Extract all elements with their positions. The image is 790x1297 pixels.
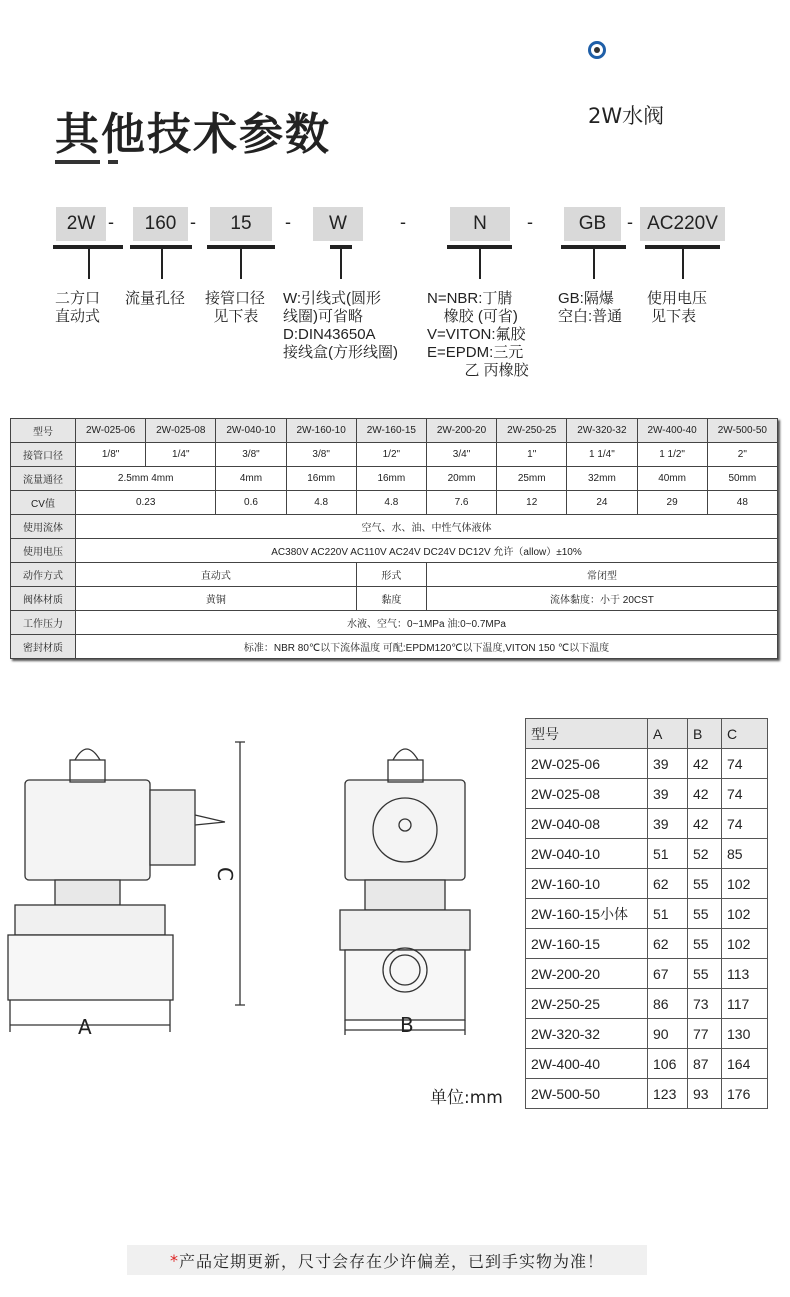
side-view bbox=[8, 742, 245, 1032]
cell: 2W-400-40 bbox=[637, 419, 707, 443]
table-row bbox=[11, 635, 778, 659]
table-row bbox=[11, 491, 778, 515]
table-row bbox=[526, 989, 768, 1019]
cell: 42 bbox=[688, 809, 722, 839]
stem bbox=[479, 249, 481, 279]
cell: 2W-025-08 bbox=[146, 419, 216, 443]
cell: 102 bbox=[722, 929, 768, 959]
table-row bbox=[11, 419, 778, 443]
radio-dot-icon bbox=[588, 41, 606, 59]
cell: 2W-250-25 bbox=[497, 419, 567, 443]
cell: 51 bbox=[648, 899, 688, 929]
cell: 24 bbox=[567, 491, 637, 515]
table-row bbox=[526, 959, 768, 989]
dimension-a-label: A bbox=[78, 1015, 92, 1039]
row-label: 工作压力 bbox=[11, 611, 76, 635]
cell: 7.6 bbox=[426, 491, 496, 515]
cell: 39 bbox=[648, 749, 688, 779]
cell: 74 bbox=[722, 749, 768, 779]
table-row bbox=[526, 1079, 768, 1109]
cell: 85 bbox=[722, 839, 768, 869]
cell: 42 bbox=[688, 779, 722, 809]
table-row bbox=[526, 1049, 768, 1079]
footer-note bbox=[127, 1245, 647, 1275]
code-dash: - bbox=[400, 212, 406, 232]
table-row bbox=[526, 869, 768, 899]
cell: 1 1/4" bbox=[567, 443, 637, 467]
cell: 2" bbox=[707, 443, 777, 467]
note-text: 产品定期更新，尺寸会存在少许偏差，已到手实物为准！ bbox=[178, 1251, 604, 1271]
stem bbox=[340, 249, 342, 279]
table-row bbox=[11, 467, 778, 491]
cell: 130 bbox=[722, 1019, 768, 1049]
table-row bbox=[526, 749, 768, 779]
cell: 102 bbox=[722, 869, 768, 899]
cell: 2W-500-50 bbox=[707, 419, 777, 443]
cell: 2W-040-10 bbox=[526, 839, 648, 869]
cell: 2W-200-20 bbox=[526, 959, 648, 989]
cell: 2W-500-50 bbox=[526, 1079, 648, 1109]
table-row bbox=[526, 929, 768, 959]
cell: 39 bbox=[648, 779, 688, 809]
unit-label: 单位:mm bbox=[430, 1088, 503, 1108]
cell: 2W-320-32 bbox=[526, 1019, 648, 1049]
code-desc: W:引线式(圆形 线圈)可省略 D:DIN43650A 接线盒(方形线圈) bbox=[283, 290, 398, 361]
dimension-c-label: C bbox=[212, 867, 237, 881]
row-label: 动作方式 bbox=[11, 563, 76, 587]
product-subtitle: 2W水阀 bbox=[588, 104, 665, 128]
header-cell: C bbox=[722, 719, 768, 749]
table-row bbox=[11, 515, 778, 539]
code-desc: GB:隔爆 空白:普通 bbox=[558, 290, 623, 325]
row-label: 密封材质 bbox=[11, 635, 76, 659]
title-underline-dot bbox=[108, 160, 118, 164]
table-header bbox=[526, 719, 768, 749]
table-row bbox=[11, 443, 778, 467]
code-dash: - bbox=[527, 212, 533, 232]
cell: 2W-320-32 bbox=[567, 419, 637, 443]
code-segment: 15 bbox=[210, 207, 272, 241]
cell: 40mm bbox=[637, 467, 707, 491]
cell: 直动式 bbox=[76, 563, 357, 587]
cell: 2W-160-15小体 bbox=[526, 899, 648, 929]
cell: 12 bbox=[497, 491, 567, 515]
cell: 77 bbox=[688, 1019, 722, 1049]
cell: 2W-160-15 bbox=[526, 929, 648, 959]
cell: 55 bbox=[688, 899, 722, 929]
cell: 3/4" bbox=[426, 443, 496, 467]
cell: 117 bbox=[722, 989, 768, 1019]
cell: 水液、空气：0~1MPa 油:0~0.7MPa bbox=[76, 611, 778, 635]
valve-drawing bbox=[0, 730, 500, 1050]
cell: 1 1/2" bbox=[637, 443, 707, 467]
cell: 2W-250-25 bbox=[526, 989, 648, 1019]
table-row bbox=[11, 563, 778, 587]
cell: 形式 bbox=[356, 563, 426, 587]
row-label: 使用电压 bbox=[11, 539, 76, 563]
table-row bbox=[526, 899, 768, 929]
cell: 67 bbox=[648, 959, 688, 989]
stem bbox=[682, 249, 684, 279]
cell: 4.8 bbox=[356, 491, 426, 515]
code-dash: - bbox=[190, 212, 196, 232]
cell: 4mm bbox=[216, 467, 286, 491]
cell: 74 bbox=[722, 779, 768, 809]
cell: 2W-160-10 bbox=[526, 869, 648, 899]
table-row bbox=[526, 779, 768, 809]
cell: 2W-200-20 bbox=[426, 419, 496, 443]
cell: 流体黏度：小于 20CST bbox=[426, 587, 777, 611]
table-row bbox=[11, 539, 778, 563]
cell: 2W-040-10 bbox=[216, 419, 286, 443]
cell: 16mm bbox=[356, 467, 426, 491]
code-desc: 流量孔径 bbox=[125, 290, 186, 307]
cell: 2W-025-06 bbox=[76, 419, 146, 443]
stem bbox=[593, 249, 595, 279]
cell: 51 bbox=[648, 839, 688, 869]
header-cell: 型号 bbox=[526, 719, 648, 749]
cell: 32mm bbox=[567, 467, 637, 491]
cell: 1" bbox=[497, 443, 567, 467]
cell: 176 bbox=[722, 1079, 768, 1109]
cell: 87 bbox=[688, 1049, 722, 1079]
cell: 1/2" bbox=[356, 443, 426, 467]
cell: 74 bbox=[722, 809, 768, 839]
table-row bbox=[526, 839, 768, 869]
cell: 2.5mm 4mm bbox=[76, 467, 216, 491]
cell: 2W-160-15 bbox=[356, 419, 426, 443]
title-underline bbox=[55, 160, 100, 164]
code-desc: 二方口 直动式 bbox=[55, 290, 101, 325]
front-view bbox=[340, 749, 470, 1035]
page-title: 其他技术参数 bbox=[55, 109, 331, 160]
cell: 20mm bbox=[426, 467, 496, 491]
cell: AC380V AC220V AC110V AC24V DC24V DC12V 允许（allow）±10% bbox=[76, 539, 778, 563]
cell: 2W-160-10 bbox=[286, 419, 356, 443]
cell: 73 bbox=[688, 989, 722, 1019]
dimension-b-label: B bbox=[400, 1013, 414, 1037]
header-cell: B bbox=[688, 719, 722, 749]
cell: 16mm bbox=[286, 467, 356, 491]
table-row bbox=[526, 809, 768, 839]
cell: 48 bbox=[707, 491, 777, 515]
table-row bbox=[11, 587, 778, 611]
cell: 86 bbox=[648, 989, 688, 1019]
cell: 55 bbox=[688, 959, 722, 989]
cell: 62 bbox=[648, 929, 688, 959]
cell: 黄铜 bbox=[76, 587, 357, 611]
cell: 113 bbox=[722, 959, 768, 989]
cell: 2W-025-08 bbox=[526, 779, 648, 809]
code-dash: - bbox=[627, 212, 633, 232]
cell: 0.23 bbox=[76, 491, 216, 515]
dimension-table bbox=[525, 718, 768, 1109]
row-label: 型号 bbox=[11, 419, 76, 443]
cell: 102 bbox=[722, 899, 768, 929]
stem bbox=[161, 249, 163, 279]
cell: 29 bbox=[637, 491, 707, 515]
code-desc: N=NBR:丁腈 橡胶 (可省) V=VITON:氟胶 E=EPDM:三元 乙 丙橡胶 bbox=[427, 290, 529, 379]
code-segment: GB bbox=[564, 207, 621, 241]
cell: 黏度 bbox=[356, 587, 426, 611]
cell: 0.6 bbox=[216, 491, 286, 515]
cell: 106 bbox=[648, 1049, 688, 1079]
cell: 50mm bbox=[707, 467, 777, 491]
code-desc: 接管口径 见下表 bbox=[205, 290, 266, 325]
cell: 3/8" bbox=[286, 443, 356, 467]
cell: 55 bbox=[688, 929, 722, 959]
code-segment: 160 bbox=[133, 207, 188, 241]
code-segment: N bbox=[450, 207, 510, 241]
cell: 标准：NBR 80℃以下流体温度 可配:EPDM120℃以下温度,VITON 150 ℃以下温度 bbox=[76, 635, 778, 659]
cell: 62 bbox=[648, 869, 688, 899]
code-segment: AC220V bbox=[640, 207, 725, 241]
cell: 常闭型 bbox=[426, 563, 777, 587]
code-dash: - bbox=[108, 212, 114, 232]
cell: 2W-040-08 bbox=[526, 809, 648, 839]
table-row bbox=[11, 611, 778, 635]
stem bbox=[88, 249, 90, 279]
cell: 42 bbox=[688, 749, 722, 779]
row-label: 使用流体 bbox=[11, 515, 76, 539]
cell: 90 bbox=[648, 1019, 688, 1049]
code-dash: - bbox=[285, 212, 291, 232]
cell: 4.8 bbox=[286, 491, 356, 515]
cell: 25mm bbox=[497, 467, 567, 491]
table-row bbox=[526, 1019, 768, 1049]
cell: 55 bbox=[688, 869, 722, 899]
cell: 39 bbox=[648, 809, 688, 839]
asterisk: * bbox=[169, 1250, 179, 1270]
cell: 1/8" bbox=[76, 443, 146, 467]
cell: 52 bbox=[688, 839, 722, 869]
code-segment: 2W bbox=[56, 207, 106, 241]
code-segment: W bbox=[313, 207, 363, 241]
row-label: 流量通径 bbox=[11, 467, 76, 491]
stem bbox=[240, 249, 242, 279]
row-label: 阀体材质 bbox=[11, 587, 76, 611]
spec-table bbox=[10, 418, 778, 659]
row-label: 接管口径 bbox=[11, 443, 76, 467]
cell: 2W-025-06 bbox=[526, 749, 648, 779]
cell: 3/8" bbox=[216, 443, 286, 467]
cell: 空气、水、油、中性气体液体 bbox=[76, 515, 778, 539]
code-desc: 使用电压 见下表 bbox=[647, 290, 708, 325]
cell: 2W-400-40 bbox=[526, 1049, 648, 1079]
cell: 93 bbox=[688, 1079, 722, 1109]
cell: 123 bbox=[648, 1079, 688, 1109]
cell: 164 bbox=[722, 1049, 768, 1079]
cell: 1/4" bbox=[146, 443, 216, 467]
header-cell: A bbox=[648, 719, 688, 749]
row-label: CV值 bbox=[11, 491, 76, 515]
